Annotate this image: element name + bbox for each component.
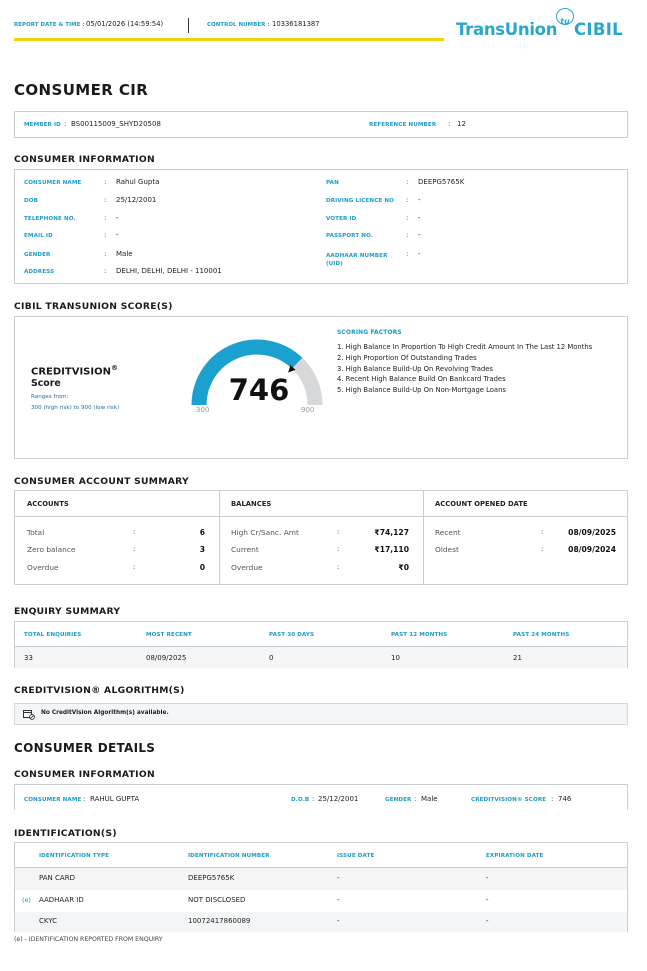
colon: : (406, 250, 409, 258)
email-label: EMAIL ID (24, 233, 53, 239)
consumer-details-row (14, 784, 628, 810)
accounts-zero-balance-label: Zero balance (27, 545, 76, 554)
id-header-expiration-date: EXPIRATION DATE (486, 853, 544, 859)
consumer-information-box (14, 169, 628, 284)
gender-value: Male (116, 250, 133, 258)
driving-licence-value: - (418, 196, 421, 204)
passport-label: PASSPORT NO. (326, 233, 374, 239)
id-number: DEEPG5765K (188, 874, 235, 882)
report-date-value: 05/01/2026 (14:59:54) (86, 20, 164, 28)
aadhaar-label: AADHAAR NUMBER (UID) (326, 253, 388, 267)
colon: : (104, 250, 107, 258)
scoring-factor-item: 5. High Balance Build-Up On Non-Mortgage Loans (337, 386, 506, 395)
dob-value: 25/12/2001 (116, 196, 157, 204)
telephone-value: - (116, 214, 119, 222)
report-date-label: REPORT DATE & TIME : (14, 22, 85, 28)
address-value: DELHI, DELHI, DELHI - 110001 (116, 267, 222, 275)
score-box (14, 316, 628, 459)
id-type: CKYC (39, 917, 58, 925)
colon: : (104, 196, 107, 204)
id-header-issue-date: ISSUE DATE (337, 853, 375, 859)
identification-footnote: (e) - IDENTIFICATION REPORTED FROM ENQUIRY (14, 936, 163, 943)
id-expiration-date: - (486, 874, 489, 882)
scoring-factor-item: 1. High Balance In Proportion To High Credit Amount In The Last 12 Months (337, 343, 593, 351)
identifications-table (14, 842, 628, 932)
enquiry-values-band (15, 647, 627, 668)
colon: : (406, 231, 409, 239)
accounts-total-value: 6 (199, 528, 205, 537)
summary-divider (423, 491, 424, 584)
recent-opened-label: Recent (435, 528, 461, 537)
page-title: CONSUMER CIR (14, 81, 149, 99)
colon: : (337, 545, 340, 553)
enquiry-most-recent-value: 08/09/2025 (146, 654, 187, 662)
high-credit-value: ₹74,127 (374, 528, 409, 537)
member-id-colon: : (64, 120, 67, 128)
algorithms-message: No CreditVision Algorithm(s) available. (41, 710, 169, 716)
oldest-opened-value: 08/09/2024 (568, 545, 616, 554)
report-header (14, 20, 444, 34)
logo-badge-text: tu (560, 17, 570, 26)
account-summary-title: CONSUMER ACCOUNT SUMMARY (14, 476, 189, 487)
colon: : (312, 795, 315, 803)
score-word: Score (31, 378, 61, 389)
id-number: NOT DISCLOSED (188, 896, 246, 904)
registered-mark: ® (110, 364, 118, 372)
dob-label: DOB (24, 198, 38, 204)
ranges-from-label: Ranges from: (31, 394, 69, 400)
gender-label: GENDER (24, 252, 51, 258)
accounts-total-label: Total (27, 528, 45, 537)
scoring-factors-list (337, 342, 622, 396)
colon: : (133, 563, 136, 571)
reference-number-label: REFERENCE NUMBER (369, 122, 437, 128)
id-expiration-date: - (486, 896, 489, 904)
enquiry-header-past-30-days: PAST 30 DAYS (269, 632, 315, 638)
colon: : (406, 196, 409, 204)
scoring-factor-item: 4. Recent High Balance Build On Bankcard Trades (337, 375, 506, 384)
summary-header-rule (15, 516, 627, 517)
overdue-balance-label: Overdue (231, 563, 263, 572)
colon: : (414, 795, 417, 803)
id-issue-date: - (337, 874, 340, 882)
identifications-title: IDENTIFICATION(S) (14, 828, 117, 839)
id-type: PAN CARD (39, 874, 75, 882)
email-value: - (116, 231, 119, 239)
gauge-min-label: 300 (196, 406, 210, 414)
id-issue-date: - (337, 896, 340, 904)
id-header-type: IDENTIFICATION TYPE (39, 853, 109, 859)
id-expiration-date: - (486, 917, 489, 925)
colon: : (83, 795, 86, 803)
details-dob-label: D.O.B (291, 797, 310, 803)
telephone-label: TELEPHONE NO. (24, 216, 76, 222)
id-issue-date: - (337, 917, 340, 925)
account-opened-header: ACCOUNT OPENED DATE (435, 500, 528, 508)
no-data-icon (23, 709, 35, 720)
id-type: AADHAAR ID (39, 896, 84, 904)
voter-id-label: VOTER ID (326, 216, 357, 222)
header-separator (188, 18, 189, 33)
consumer-information-title: CONSUMER INFORMATION (14, 154, 156, 165)
algorithms-box (14, 703, 628, 725)
colon: : (104, 178, 107, 186)
table-row (15, 868, 627, 890)
details-name-label: CONSUMER NAME (24, 797, 82, 803)
current-balance-label: Current (231, 545, 259, 554)
oldest-opened-label: Oldest (435, 545, 459, 554)
table-row (15, 912, 627, 932)
score-value: 746 (228, 373, 290, 407)
colon: : (541, 545, 544, 553)
passport-value: - (418, 231, 421, 239)
enquiry-past-24-months-value: 21 (513, 654, 522, 662)
consumer-details-subtitle: CONSUMER INFORMATION (14, 769, 156, 780)
details-name-value: RAHUL GUPTA (90, 795, 140, 803)
member-id-value: BS00115009_SHYD20508 (71, 120, 161, 128)
summary-divider (219, 491, 220, 584)
colon: : (337, 563, 340, 571)
account-summary-box (14, 490, 628, 585)
enquiry-summary-title: ENQUIRY SUMMARY (14, 606, 121, 617)
id-header-number: IDENTIFICATION NUMBER (188, 853, 270, 859)
colon: : (133, 545, 136, 553)
address-label: ADDRESS (24, 269, 55, 275)
balances-header: BALANCES (231, 500, 272, 508)
colon: : (406, 178, 409, 186)
driving-licence-label: DRIVING LICENCE NO (326, 198, 395, 204)
colon: : (541, 528, 544, 536)
control-number-label: CONTROL NUMBER : (207, 22, 270, 28)
current-balance-value: ₹17,110 (374, 545, 409, 554)
details-score-value: 746 (558, 795, 572, 803)
details-gender-label: GENDER (385, 797, 412, 803)
consumer-details-title: CONSUMER DETAILS (14, 741, 156, 755)
logo-transunion-text: TransUnion (456, 20, 558, 39)
details-dob-value: 25/12/2001 (318, 795, 359, 803)
logo-cibil-text: CIBIL (574, 20, 623, 39)
pan-label: PAN (326, 180, 339, 186)
overdue-balance-value: ₹0 (398, 563, 409, 572)
details-gender-value: Male (421, 795, 438, 803)
creditvision-brand (31, 364, 118, 377)
enquiry-total-value: 33 (24, 654, 33, 662)
scoring-factor-item: 2. High Proportion Of Outstanding Trades (337, 353, 477, 362)
score-section-title: CIBIL TRANSUNION SCORE(S) (14, 301, 173, 312)
accounts-overdue-label: Overdue (27, 563, 59, 572)
accounts-overdue-value: 0 (199, 563, 205, 572)
score-range-text: 300 (high risk) to 900 (low risk) (31, 405, 120, 411)
logo-tu-badge (556, 8, 574, 25)
enquiry-header-past-24-months: PAST 24 MONTHS (513, 632, 570, 638)
transunion-cibil-logo (456, 6, 632, 42)
colon: : (104, 267, 107, 275)
enquiry-header-past-12-months: PAST 12 MONTHS (391, 632, 448, 638)
reference-number-value: 12 (457, 120, 466, 128)
colon: : (551, 795, 554, 803)
consumer-name-label: CONSUMER NAME (24, 180, 82, 186)
high-credit-label: High Cr/Sanc. Amt (231, 528, 299, 537)
consumer-name-value: Rahul Gupta (116, 178, 160, 186)
colon: : (337, 528, 340, 536)
enquiry-header-most-recent: MOST RECENT (146, 632, 192, 638)
colon: : (406, 214, 409, 222)
colon: : (104, 231, 107, 239)
colon: : (133, 528, 136, 536)
enquiry-past-30-days-value: 0 (269, 654, 274, 662)
control-number-value: 10336181387 (272, 20, 320, 28)
enquiry-past-12-months-value: 10 (391, 654, 400, 662)
id-number: 10072417860089 (188, 917, 251, 925)
scoring-factor-item: 3. High Balance Build-Up On Revolving Trades (337, 364, 493, 373)
details-score-label: CREDITVISION® SCORE (471, 797, 547, 803)
recent-opened-value: 08/09/2025 (568, 528, 616, 537)
accounts-header: ACCOUNTS (27, 500, 69, 508)
table-row (15, 890, 627, 912)
enquiry-header-total: TOTAL ENQUIRIES (24, 632, 82, 638)
aadhaar-value: - (418, 250, 421, 258)
gauge-max-label: 900 (301, 406, 315, 414)
enquiry-summary-box (14, 621, 628, 668)
scoring-factors-title: SCORING FACTORS (337, 329, 402, 336)
colon: : (104, 214, 107, 222)
accounts-zero-balance-value: 3 (199, 545, 205, 554)
member-id-label: MEMBER ID (24, 122, 61, 128)
voter-id-value: - (418, 214, 421, 222)
header-rule (14, 38, 444, 41)
creditvision-text: CREDITVISION (31, 366, 111, 378)
member-box (14, 111, 628, 138)
id-enquiry-flag: (e) (22, 896, 31, 904)
algorithms-title: CREDITVISION® ALGORITHM(S) (14, 685, 185, 696)
pan-value: DEEPG5765K (418, 178, 465, 186)
reference-colon: : (448, 120, 451, 128)
